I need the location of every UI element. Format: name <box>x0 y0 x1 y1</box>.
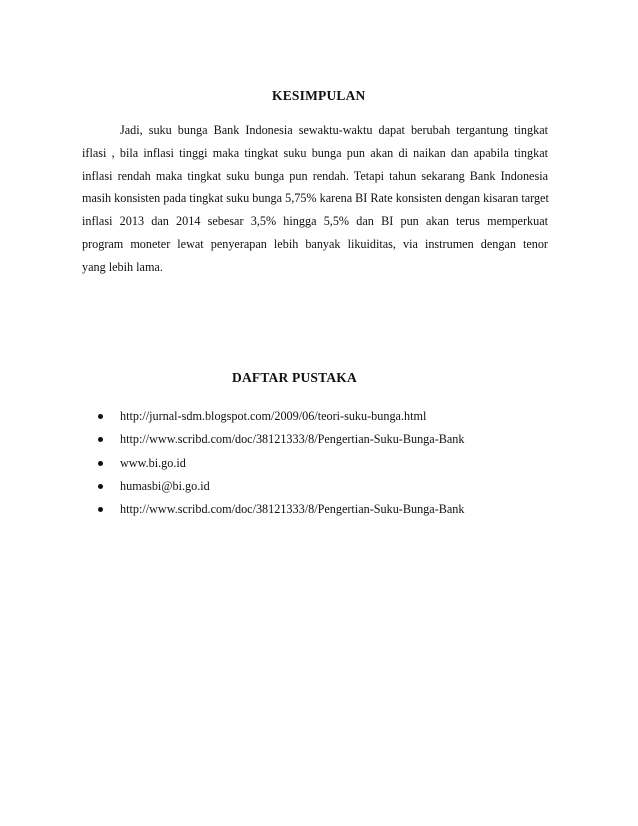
paragraph-line: inflasi 2013 dan 2014 sebesar 3,5% hingga 5,5% dan BI pun akan terus memperkuat <box>82 214 548 229</box>
bullet-icon <box>98 414 103 419</box>
reference-link[interactable]: http://www.scribd.com/doc/38121333/8/Pengertian-Suku-Bunga-Bank <box>120 432 465 447</box>
paragraph-line: program moneter lewat penyerapan lebih banyak likuiditas, via instrumen dengan tenor <box>82 236 548 251</box>
bullet-icon <box>98 507 103 512</box>
paragraph-line: inflasi rendah maka tingkat suku bunga pun rendah. Tetapi tahun sekarang Bank Indonesia <box>82 168 548 183</box>
references-list <box>98 405 464 521</box>
reference-link[interactable]: http://jurnal-sdm.blogspot.com/2009/06/teori-suku-bunga.html <box>120 409 427 423</box>
paragraph-line: masih konsisten pada tingkat suku bunga 5,75% karena BI Rate konsisten dengan kisaran target <box>82 191 549 206</box>
reference-item <box>98 405 464 428</box>
references-heading: DAFTAR PUSTAKA <box>232 370 357 385</box>
bullet-icon <box>98 484 103 489</box>
reference-item <box>98 452 464 475</box>
paragraph-line: yang lebih lama. <box>82 259 163 274</box>
paragraph-line: Jadi, suku bunga Bank Indonesia sewaktu-waktu dapat berubah tergantung tingkat <box>120 123 548 137</box>
bullet-icon <box>98 437 103 442</box>
bullet-icon <box>98 461 103 466</box>
paragraph-line: iflasi , bila inflasi tinggi maka tingkat suku bunga pun akan di naikan dan apabila tingkat <box>82 145 548 160</box>
reference-item <box>98 428 464 451</box>
reference-email[interactable]: humasbi@bi.go.id <box>120 478 210 493</box>
reference-link[interactable]: http://www.scribd.com/doc/38121333/8/Pengertian-Suku-Bunga-Bank <box>120 502 465 517</box>
reference-link[interactable]: www.bi.go.id <box>120 455 186 470</box>
conclusion-paragraph <box>82 119 548 279</box>
conclusion-heading: KESIMPULAN <box>272 88 366 103</box>
reference-item <box>98 498 464 521</box>
reference-item <box>98 475 464 498</box>
